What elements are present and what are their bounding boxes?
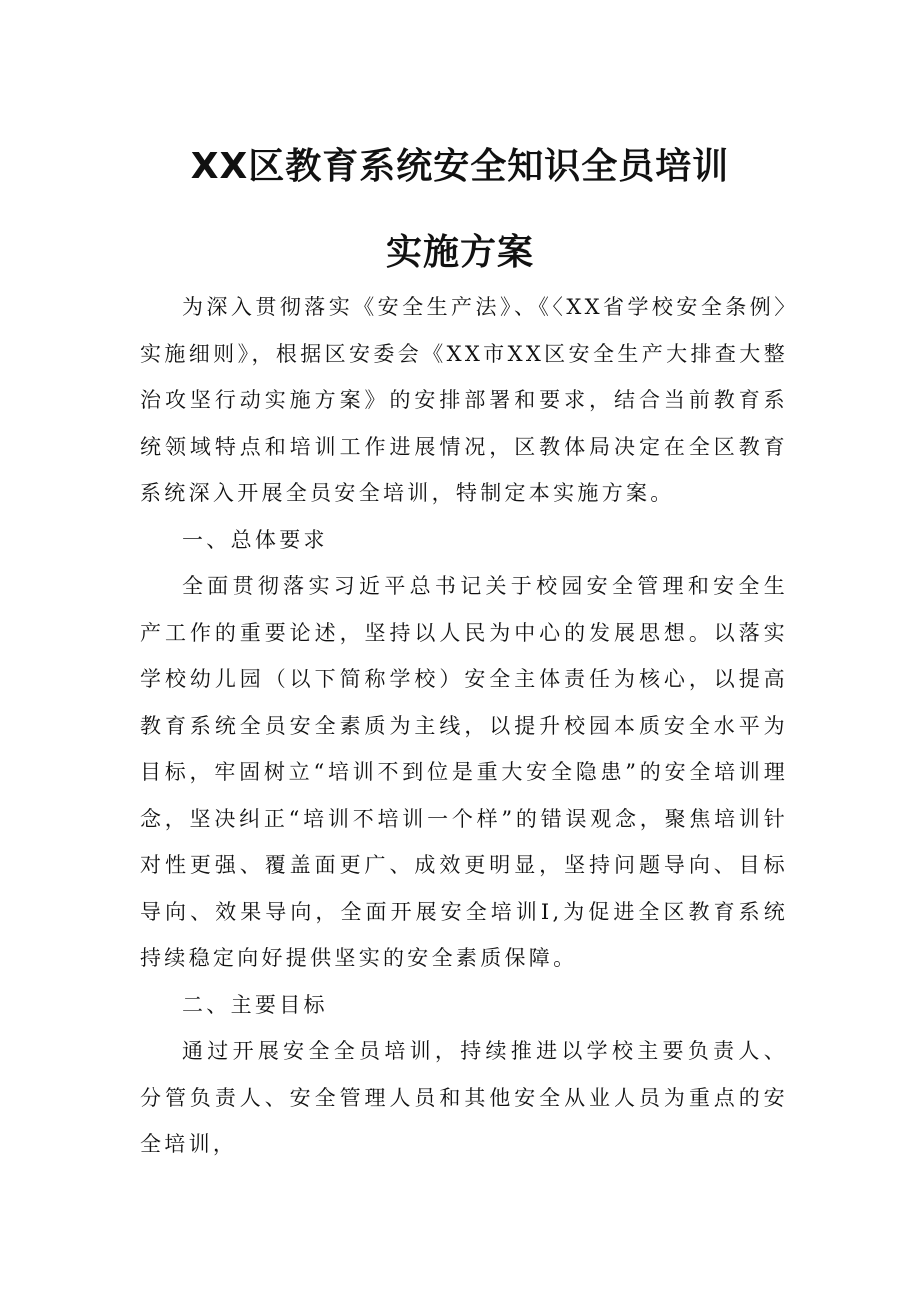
general-requirements-paragraph: 全面贯彻落实习近平总书记关于校园安全管理和安全生产工作的重要论述，坚持以人民为中心的发展思想。以落实学校幼儿园（以下简称学校）安全主体责任为核心，以提高教育系统全员安全素质为主线，以提升校园本质安全水平为目标，牢固树立“培训不到位是重大安全隐患”的安全培训理念，坚决纠正“培训不培训一个样”的错误观念，聚焦培训针对性更强、覆盖面更广、成效更明显，坚持问题导向、目标导向、效果导向，全面开展安全培训I,为促进全区教育系统持续稳定向好提供坚实的安全素质保障。 — [140, 574, 788, 970]
document-title-line-1: XX区教育系统安全知识全员培训 — [190, 146, 730, 187]
section-heading-general-requirements: 一、总体要求 — [182, 527, 328, 552]
section-heading-main-goals: 二、主要目标 — [182, 992, 328, 1017]
document-body — [140, 284, 788, 1168]
main-goals-paragraph: 通过开展安全全员培训，持续推进以学校主要负责人、分管负责人、安全管理人员和其他安全从业人员为重点的安全培训， — [140, 1039, 788, 1156]
document-title-line-2: 实施方案 — [385, 232, 534, 273]
intro-paragraph: 为深入贯彻落实《安全生产法》、《〈XX省学校安全条例〉实施细则》，根据区安委会《XX市XX区安全生产大排查大整治攻坚行动实施方案》的安排部署和要求，结合当前教育系统领域特点和培训工作进展情况，区教体局决定在全区教育系统深入开展全员安全培训，特制定本实施方案。 — [140, 295, 788, 505]
